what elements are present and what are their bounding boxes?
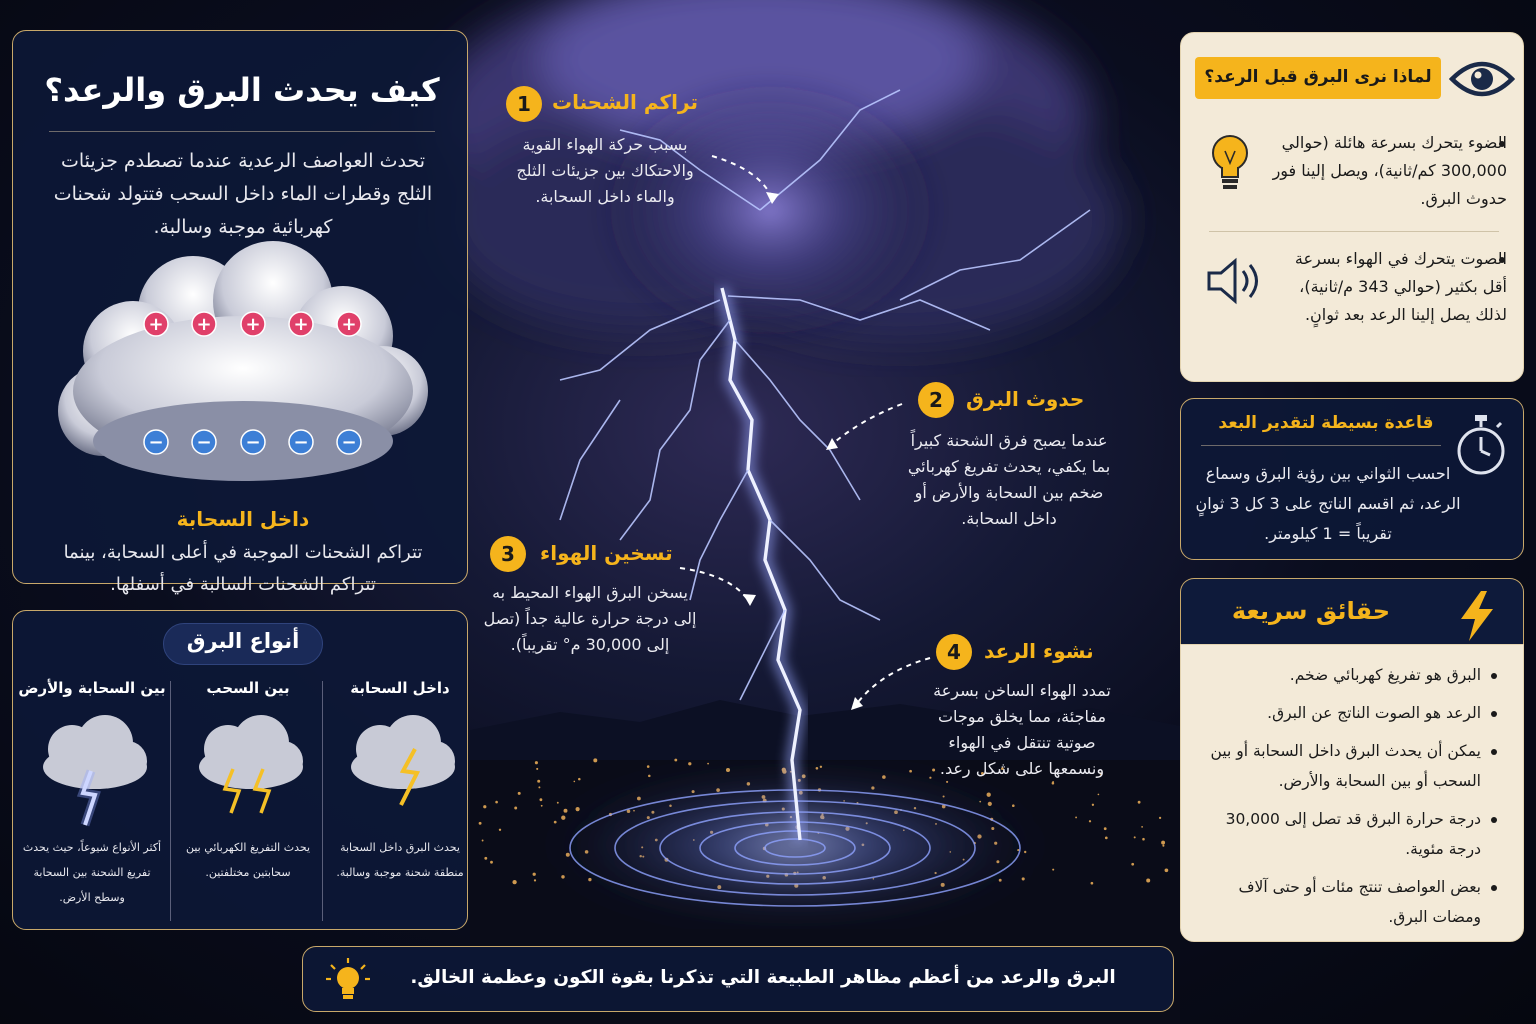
city-light — [538, 786, 540, 788]
type-cloud-to-ground — [17, 671, 167, 921]
why-see-lightning-first-panel — [1180, 32, 1524, 382]
distance-rule-panel — [1180, 398, 1524, 560]
quick-facts-list — [1180, 644, 1524, 942]
charge-sign: + — [196, 314, 212, 335]
intro-text: تحدث العواصف الرعدية عندما تصطدم جزيئات الثلج وقطرات الماء داخل السحب فتتولد شحنات كهربائية موجبة وسالبة. — [53, 150, 433, 238]
city-light — [1146, 879, 1150, 883]
city-light — [707, 763, 709, 765]
type-intra-cloud — [325, 671, 475, 921]
fact-item: البرق هو تفريغ كهربائي ضخم. — [1289, 666, 1481, 684]
how-it-happens-panel — [12, 30, 468, 595]
city-light — [490, 861, 493, 864]
city-light — [536, 768, 538, 770]
lightbulb-icon — [1209, 133, 1251, 197]
eye-icon — [1449, 55, 1515, 103]
city-light — [1052, 782, 1055, 785]
sound-speed-text: الصوت يتحرك في الهواء بسرعة أقل بكثير (حوالي 343 م/ثانية)، لذلك يصل إلينا الرعد بعد ثوانٍ. — [1294, 249, 1507, 324]
step-3-title: تسخين الهواء — [540, 541, 673, 565]
bullet — [1491, 817, 1497, 823]
type-name: بين السحب — [206, 679, 290, 697]
step-3-number: 3 — [490, 536, 526, 572]
step-3-text: يسخن البرق الهواء المحيط به إلى درجة حرارة عالية جداً (تصل إلى 30,000 م° تقريباً). — [483, 583, 697, 654]
charge-sign: + — [245, 314, 261, 335]
bullet — [1491, 885, 1497, 891]
city-light — [482, 840, 484, 842]
city-light — [578, 778, 581, 781]
city-light — [554, 821, 557, 824]
inside-cloud-text: تتراكم الشحنات الموجبة في أعلى السحابة، بينما تتراكم الشحنات السالبة في أسفلها. — [63, 542, 423, 595]
step-2-title: حدوث البرق — [966, 387, 1085, 411]
type-desc: يحدث البرق داخل السحابة منطقة شحنة موجبة وسالبة. — [336, 841, 464, 879]
lightning-bolt-icon — [1457, 591, 1497, 641]
city-light — [1104, 827, 1107, 830]
step-1-text: بسبب حركة الهواء القوية والاحتكاك بين جزيئات الثلج والماء داخل السحابة. — [516, 135, 694, 206]
city-light — [1012, 804, 1015, 807]
type-name: داخل السحابة — [350, 679, 450, 697]
charge-sign: − — [341, 432, 357, 453]
fact-item: الرعد هو الصوت الناتج عن البرق. — [1267, 704, 1481, 722]
charged-cloud-illustration — [43, 241, 443, 491]
type-desc: يحدث التفريغ الكهربائي بين سحابتين مختلفتين. — [185, 841, 311, 879]
city-light — [1075, 816, 1077, 818]
city-light — [574, 781, 576, 783]
city-light — [1142, 838, 1145, 841]
city-light — [987, 793, 991, 797]
main-title: كيف يحدث البرق والرعد؟ — [44, 71, 440, 109]
fact-item: بعض العواصف تنتج مئات أو حتى آلاف ومضات البرق. — [1238, 878, 1481, 926]
step-2-number: 2 — [918, 382, 954, 418]
bullet — [1491, 749, 1497, 755]
type-desc: أكثر الأنواع شيوعاً، حيث يحدث تفريغ الشحنة بين السحابة وسطح الأرض. — [22, 841, 162, 904]
city-light — [909, 770, 912, 773]
city-light — [564, 809, 568, 813]
city-light — [533, 873, 536, 876]
footer-text: البرق والرعد من أعظم مظاهر الطبيعة التي تذكرنا بقوة الكون وعظمة الخالق. — [410, 967, 1116, 988]
city-light — [557, 802, 559, 804]
type-cloud-to-cloud — [173, 671, 323, 921]
lightning-types-panel — [12, 610, 468, 930]
city-light — [1138, 801, 1141, 804]
fact-item: يمكن أن يحدث البرق داخل السحابة أو بين السحب أو بين السحابة والأرض. — [1210, 742, 1481, 790]
type-separator — [170, 681, 171, 921]
title-divider — [49, 131, 435, 132]
step-2-text: عندما يصبح فرق الشحنة كبيراً بما يكفي، يحدث تفريغ كهربائي ضخم بين السحابة والأرض أو داخل السحابة. — [907, 431, 1111, 528]
lightbulb-icon — [325, 957, 371, 1003]
quick-facts-header — [1180, 578, 1524, 644]
charge-sign: − — [245, 432, 261, 453]
city-light — [648, 775, 651, 778]
charge-sign: + — [148, 314, 164, 335]
city-light — [1141, 826, 1143, 828]
city-light — [882, 775, 886, 779]
city-light — [1092, 804, 1094, 806]
city-light — [1131, 863, 1134, 866]
city-light — [1022, 877, 1025, 880]
city-light — [593, 758, 597, 762]
charge-sign: + — [293, 314, 309, 335]
city-light — [479, 822, 482, 825]
city-light — [534, 879, 536, 881]
city-light — [688, 762, 691, 765]
step-4-title: نشوء الرعد — [984, 639, 1094, 663]
type-name: بين السحابة والأرض — [18, 679, 166, 697]
city-light — [1089, 820, 1091, 822]
city-light — [539, 798, 542, 801]
rule-text: احسب الثواني بين رؤية البرق وسماع الرعد، ثم اقسم الناتج على 3 كل 3 ثوانٍ تقريباً = 1 كيلومتر. — [1195, 464, 1461, 543]
city-light — [535, 761, 538, 764]
step-1-number: 1 — [506, 86, 542, 122]
city-light — [1161, 841, 1165, 845]
city-light — [726, 768, 730, 772]
city-light — [499, 829, 501, 831]
types-title: أنواع البرق — [186, 629, 300, 653]
charge-sign: + — [341, 314, 357, 335]
intra-cloud-icon — [335, 709, 465, 829]
stopwatch-icon — [1453, 413, 1509, 477]
step-4-text: تمدد الهواء الساخن بسرعة مفاجئة، مما يخلق موجات صوتية تنتقل في الهواء ونسمعها على شكل رعد. — [933, 681, 1111, 778]
divider — [1201, 445, 1441, 446]
fact-item: درجة حرارة البرق قد تصل إلى 30,000 درجة مئوية. — [1225, 810, 1481, 858]
light-speed-text: الضوء يتحرك بسرعة هائلة (حوالي 300,000 كم/ثانية)، ويصل إلينا فور حدوث البرق. — [1272, 133, 1507, 208]
city-light — [483, 805, 486, 808]
city-light — [647, 765, 650, 768]
city-light — [674, 759, 677, 762]
cloud-to-cloud-icon — [183, 709, 313, 829]
charge-sign: − — [196, 432, 212, 453]
city-light — [816, 767, 819, 770]
city-light — [1159, 817, 1161, 819]
facts-title: حقائق سريعة — [1231, 597, 1391, 625]
speaker-icon — [1205, 253, 1265, 309]
city-light — [1098, 794, 1100, 796]
rule-title: قاعدة بسيطة لتقدير البعد — [1218, 413, 1434, 433]
city-light — [561, 875, 564, 878]
city-light — [1052, 869, 1054, 871]
city-light — [541, 805, 543, 807]
bullet — [1491, 711, 1497, 717]
city-light — [782, 768, 786, 772]
city-light — [1134, 836, 1136, 838]
bullet — [1491, 673, 1497, 679]
city-light — [1165, 868, 1169, 872]
footer-banner — [302, 946, 1174, 1012]
city-light — [514, 807, 517, 810]
why-title: لماذا نرى البرق قبل الرعد؟ — [1204, 67, 1432, 87]
city-light — [495, 801, 498, 804]
city-light — [820, 766, 822, 768]
city-light — [1105, 837, 1108, 840]
step-4-number: 4 — [936, 634, 972, 670]
city-light — [1162, 845, 1164, 847]
step-1-title: تراكم الشحنات — [552, 90, 698, 114]
city-light — [518, 792, 521, 795]
city-light — [484, 857, 487, 860]
divider — [1209, 231, 1499, 232]
charge-sign: − — [148, 432, 164, 453]
city-light — [512, 880, 516, 884]
inside-cloud-title: داخل السحابة — [176, 507, 310, 531]
cloud-to-ground-icon — [27, 709, 157, 829]
city-light — [537, 780, 540, 783]
charge-sign: − — [293, 432, 309, 453]
city-light — [1091, 882, 1094, 885]
